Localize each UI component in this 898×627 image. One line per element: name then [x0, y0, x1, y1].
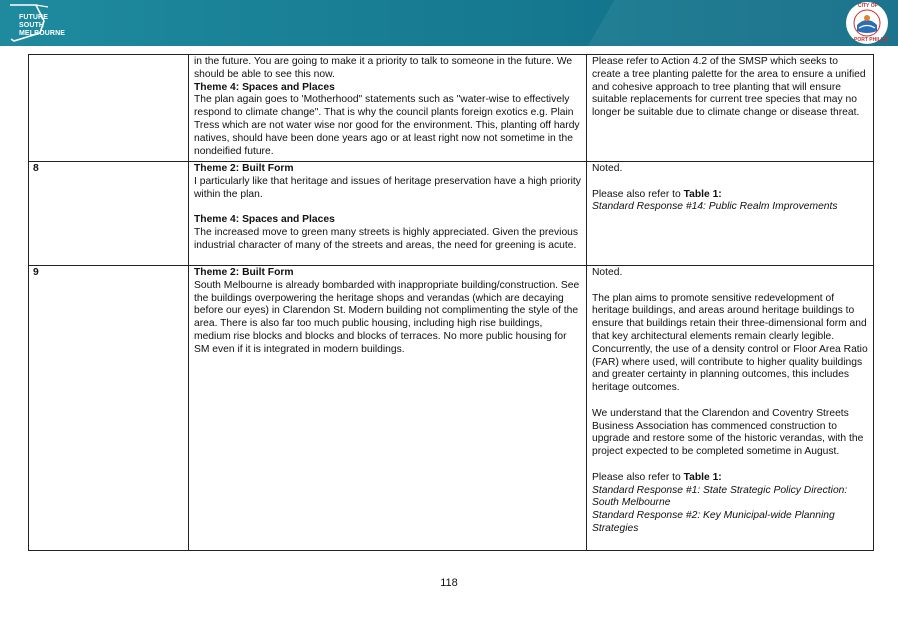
page-number: 118	[440, 577, 458, 589]
spacer	[592, 176, 868, 189]
logo-text	[19, 14, 65, 38]
seal-bottom-text: PORT PHILLIP	[854, 37, 889, 43]
standard-response: Standard Response #2: Key Municipal-wide Planning Strategies	[592, 510, 835, 534]
refer-table: Table 1:	[683, 188, 722, 200]
comment-heading: Theme 2: Built Form	[194, 163, 294, 174]
comment-heading: Theme 4: Spaces and Places	[194, 214, 335, 226]
submission-comment	[189, 266, 587, 551]
header-banner	[0, 0, 898, 46]
submission-number	[29, 55, 189, 162]
comment-heading: Theme 2: Built Form	[194, 267, 294, 278]
submission-number: 9	[29, 266, 189, 551]
council-response	[587, 55, 874, 162]
city-of-port-phillip-logo	[845, 1, 889, 45]
spacer	[592, 395, 868, 408]
refer-table: Table 1:	[683, 471, 722, 483]
council-response	[587, 162, 874, 266]
comment-paragraph: in the future. You are going to make it a priority to talk to someone in the future. We should be able to see this now.	[194, 56, 573, 80]
comment-paragraph: The plan again goes to 'Motherhood" statements such as "water-wise to effectively respond to climate change". That is why the council plants foreign exotics e.g. Plain Tress which are not water wise nor good for the environment. This, planting off hardy natives, should have been done years ago or at least right now not sometime in the nondeified future.	[194, 94, 580, 157]
comment-paragraph: The increased move to green many streets is highly appreciated. Given the previous industrial character of many of the streets and areas, the need for greening is acute.	[194, 226, 579, 251]
council-response	[587, 266, 874, 551]
spacer	[592, 459, 868, 472]
standard-response: Standard Response #14: Public Realm Improvements	[592, 201, 838, 213]
submission-comment	[189, 55, 587, 162]
response-paragraph: We understand that the Clarendon and Coventry Streets Business Association has commenced construction to upgrade and restore some of the historic verandas, with the project expected to be completed sometime in August.	[592, 407, 864, 458]
comment-paragraph: South Melbourne is already bombarded with inappropriate building/construction. See the buildings overpowering the heritage shops and verandas (which are decaying before our eyes) in Clarendon St. Modern building not complimenting the style of the area. There is also far too much public housing, including high rise buildings, medium rise blocks and blocks and blocks of terraces. No more public housing for SM even if it is integrated in modern buildings.	[194, 279, 580, 355]
logo-line-3: MELBOURNE	[19, 30, 66, 37]
submission-number: 8	[29, 162, 189, 266]
table-row	[29, 162, 874, 266]
response-refer	[592, 189, 868, 202]
comment-paragraph: I particularly like that heritage and issues of heritage preservation have a high priority within the plan.	[194, 175, 581, 200]
response-paragraph: The plan aims to promote sensitive redevelopment of heritage buildings, and areas around heritage buildings to ensure that buildings retain their three-dimensional form and that key architectural elements remain clearly legible. Concurrently, the use of a density control or Floor Area Ratio (FAR) where used, will contribute to higher quality buildings and greater certainty in planning outcomes, this includes heritage outcomes.	[592, 292, 868, 394]
table-row	[29, 55, 874, 162]
submissions-table	[28, 54, 874, 551]
logo-line-2: SOUTH	[19, 22, 44, 29]
spacer	[194, 201, 581, 214]
submission-comment	[189, 162, 587, 266]
refer-prefix: Please also refer to	[592, 188, 684, 200]
seal-top-text: CITY OF	[858, 3, 878, 9]
refer-prefix: Please also refer to	[592, 471, 684, 483]
standard-response: Standard Response #1: State Strategic Policy Direction: South Melbourne	[592, 484, 848, 509]
table-row	[29, 266, 874, 551]
logo-line-1: FUTURE	[19, 14, 48, 21]
response-paragraph: Noted.	[592, 267, 623, 278]
spacer	[592, 280, 868, 293]
response-paragraph: Noted.	[592, 163, 623, 174]
comment-heading: Theme 4: Spaces and Places	[194, 81, 335, 93]
seal-text	[845, 1, 889, 45]
response-paragraph: Please refer to Action 4.2 of the SMSP which seeks to create a tree planting palette for the area to ensure a unified and cohesive approach to tree planting that will ensure suitable replacements for current tree species that may no longer be suitable due to climate change or disease threat.	[592, 56, 866, 119]
response-refer	[592, 472, 868, 485]
future-south-melbourne-logo	[6, 3, 76, 43]
